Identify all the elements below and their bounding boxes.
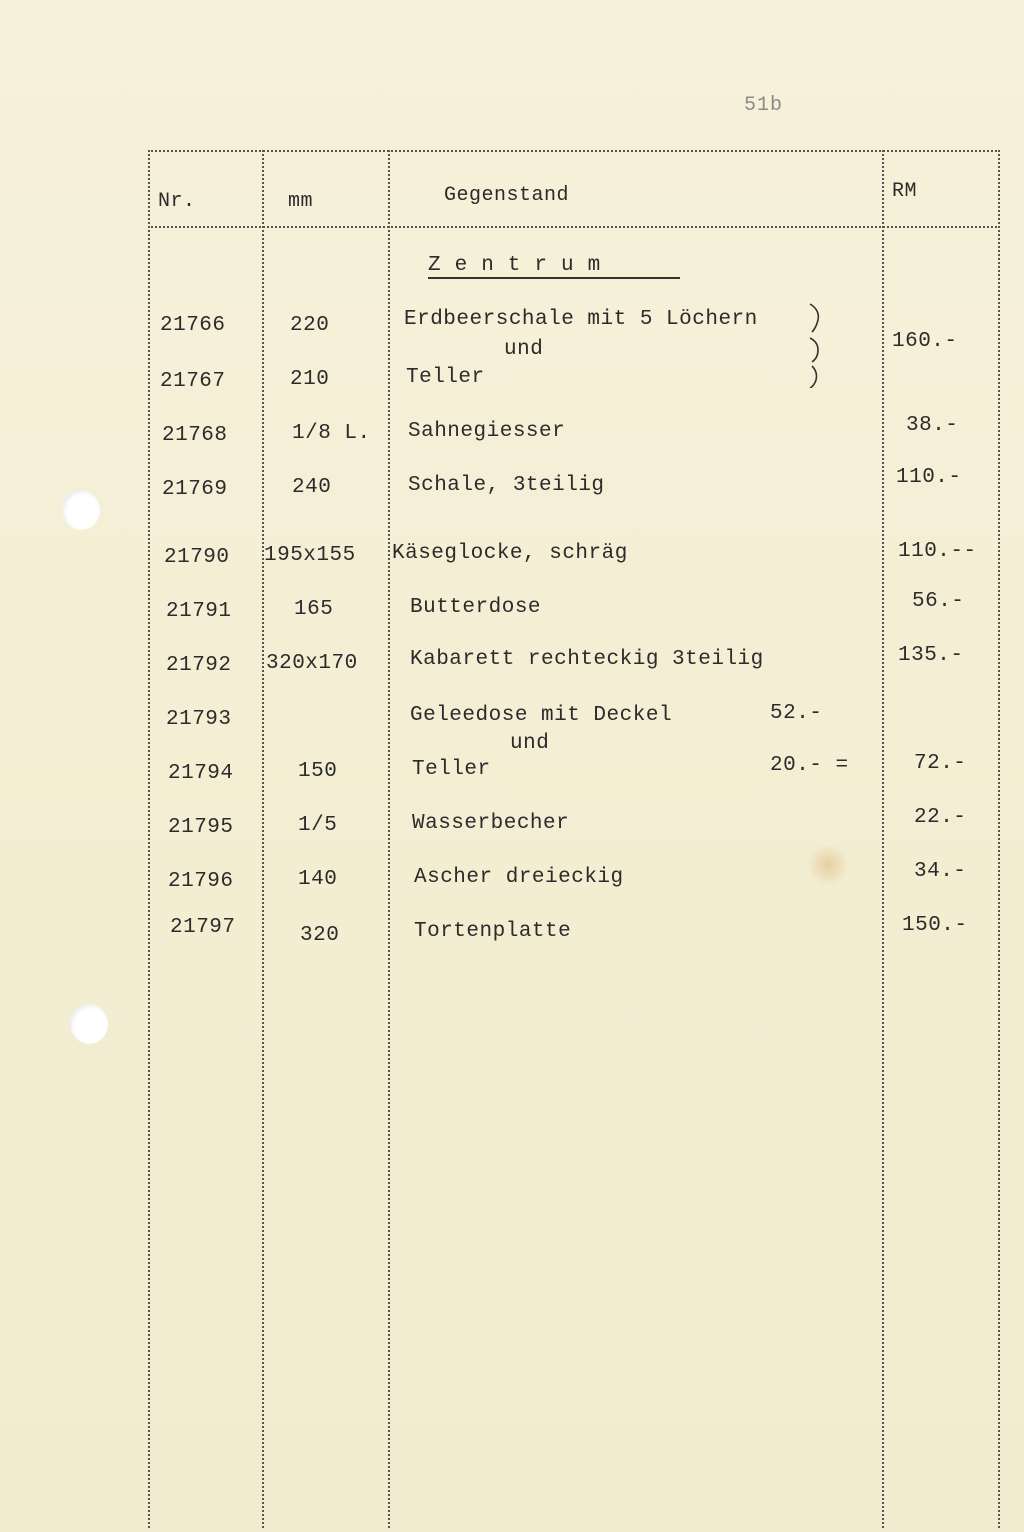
row-nr: 21769: [162, 478, 228, 501]
row-price: 72.-: [914, 752, 967, 775]
header-nr: Nr.: [158, 190, 196, 213]
row-price: 160.-: [892, 330, 958, 353]
row-nr: 21791: [166, 600, 232, 623]
row-nr: 21766: [160, 314, 226, 337]
row-mm: 1/8 L.: [292, 422, 371, 445]
table-top-border: [148, 150, 1000, 152]
row-item: Teller: [412, 758, 491, 781]
row-price: 110.-: [896, 466, 962, 489]
row-item: Teller: [406, 366, 485, 389]
row-mm: 165: [294, 598, 334, 621]
row-item: Erdbeerschale mit 5 Löchern: [404, 308, 758, 331]
row-nr: 21792: [166, 654, 232, 677]
header-gegenstand: Gegenstand: [444, 184, 570, 207]
row-mm: 220: [290, 314, 330, 337]
row-nr: 21793: [166, 708, 232, 731]
row-mm: 150: [298, 760, 338, 783]
row-item: Sahnegiesser: [408, 420, 566, 443]
grouping-brace: [804, 302, 828, 388]
row-price: 110.--: [898, 540, 977, 563]
row-nr: 21767: [160, 370, 226, 393]
row-item: Butterdose: [410, 596, 542, 619]
row-price: 56.-: [912, 590, 965, 613]
row-nr: 21768: [162, 424, 228, 447]
row-price: 135.-: [898, 644, 964, 667]
row-mm: 210: [290, 368, 330, 391]
row-item: Schale, 3teilig: [408, 474, 605, 497]
row-price: 34.-: [914, 860, 967, 883]
row-mm: 140: [298, 868, 338, 891]
row-price: 38.-: [906, 414, 959, 437]
row-nr: 21796: [168, 870, 234, 893]
punch-hole: [70, 1004, 108, 1044]
row-mm: 320: [300, 924, 340, 947]
page-number: 51b: [744, 94, 784, 117]
row-subprice: 52.-: [770, 702, 823, 725]
row-nr: 21797: [170, 916, 236, 939]
row-price: 150.-: [902, 914, 968, 937]
paper-stain: [808, 842, 848, 888]
row-mm: 320x170: [266, 652, 358, 675]
row-nr: 21795: [168, 816, 234, 839]
row-nr: 21790: [164, 546, 230, 569]
row-item: Tortenplatte: [414, 920, 572, 943]
row-item: und: [510, 732, 550, 755]
row-subprice: 20.- =: [770, 754, 849, 777]
row-price: 22.-: [914, 806, 967, 829]
row-item: Käseglocke, schräg: [392, 542, 628, 565]
row-item: Kabarett rechteckig 3teilig: [410, 648, 764, 671]
row-nr: 21794: [168, 762, 234, 785]
column-divider-gegenstand: [882, 150, 884, 1528]
row-item: Ascher dreieckig: [414, 866, 624, 889]
row-item: Wasserbecher: [412, 812, 570, 835]
column-divider-mm: [388, 150, 390, 1528]
row-item: Geleedose mit Deckel: [410, 704, 673, 727]
column-divider-nr: [262, 150, 264, 1528]
punch-hole: [62, 490, 100, 530]
section-title: Zentrum: [428, 254, 680, 279]
header-mm: mm: [288, 190, 314, 213]
row-mm: 240: [292, 476, 332, 499]
table-right-border: [998, 150, 1000, 1528]
table-header-divider: [148, 226, 1000, 228]
header-rm: RM: [892, 180, 918, 203]
row-item: und: [504, 338, 544, 361]
table-left-border: [148, 150, 150, 1528]
row-mm: 1/5: [298, 814, 338, 837]
row-mm: 195x155: [264, 544, 356, 567]
